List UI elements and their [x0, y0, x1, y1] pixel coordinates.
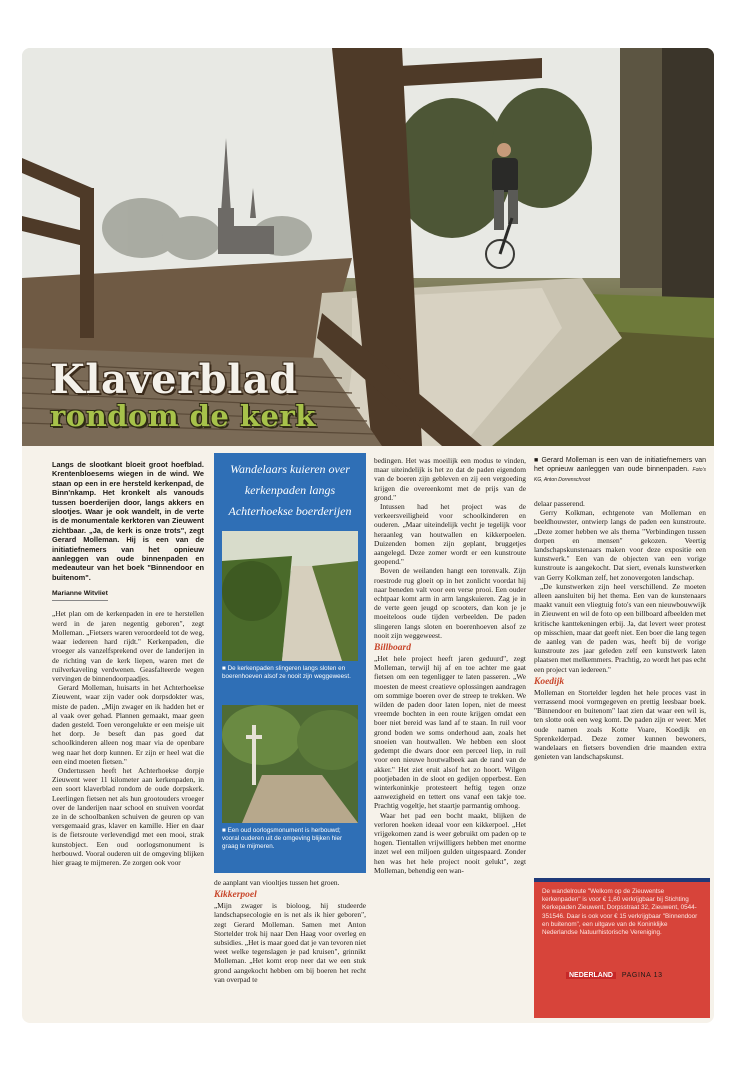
column-1 — [52, 460, 204, 867]
intro-paragraph: Langs de slootkant bloeit groot hoefblad. Krentenbloesems wiegen in de wind. We staan op een in ere hersteld kerkenpad, de Binn'nkamp. Het kronkelt als vanouds tussen boerderijen door, langs akkers en slootjes. Waar je ook wandelt, in de verte is de monumentale kerktoren van Zieuwent zichtbaar. „Ja, de kerk is onze trots", zegt Gerard Molleman. Hij is een van de initiatiefnemers van het opnieuw aanleggen van oude binnenpaden en medeauteur van het boek "Binnendoor en buitenom". — [52, 460, 204, 582]
photo-sidebar — [214, 453, 366, 873]
sidebar-caption-2: ■ Een oud oorlogsmonument is herbouwd; vooral ouderen uit de omgeving blijken hier graag te mijmeren. — [222, 827, 343, 850]
paragraph: „De kunstwerken zijn heel verschillend. Ze moeten alleen aansluiten bij het thema. Een van de kunstenaars maakt vanuit een vliegtuig foto's van een nieuwbouwwijk in Zieuwent en wil de foto op een billboard afbeelden met kritische kanttekeningen erbij. Ja, dat levert weer protest op misschien, maar dat geeft niet. Een boer die lang tegen de aanleg van de paden was, heeft bij de vorige kunstroute zes jaar geleden zelf een kunstwerk laten plaatsen met melkemmers. Prachtig, zo wordt het pas echt een project van iedereen." — [534, 581, 706, 674]
column-4 — [534, 456, 706, 761]
paragraph: Intussen had het project was de verkeersveiligheid voor schoolkinderen en ouderen. „Maar uiteindelijk vecht je tegelijk voor heraanleg van houtwallen en kikkerpoelen. Duizenden bomen zijn geplant, bruggetjes aangelegd. Deze zomer wordt er een kunstroute geopend." — [374, 502, 526, 567]
paragraph: bedingen. Het was moeilijk een modus te vinden, maar uiteindelijk is het zo dat de paden eigendom van de boeren zijn gebleven en zij een vergoeding krijgen die overeenkomt met de prijs van de grond." — [374, 456, 526, 502]
column-2 — [214, 878, 366, 984]
title-line-2: rondom de kerk — [50, 399, 316, 433]
photo-credit: Foto's KG, Anton Dorrenschroot — [534, 467, 706, 483]
bullet-icon: ■ — [534, 457, 542, 464]
hero-photo — [22, 48, 714, 446]
paragraph: „Het plan om de kerkenpaden in ere te herstellen werd in de jaren negentig geboren", zegt Molleman. „Fietsers waren veroordeeld tot de weg, waar iedereen hard rijdt." Kerkenpaden, die vroeger als vanzelfsprekend over de landerijen in de richting van de kerk liepen, waren met de ruilverkaveling verdwenen. Geasfalteerde wegen vervingen de binnendoorpaadjes. — [52, 609, 204, 683]
bullet-icon: ■ — [222, 665, 228, 672]
paragraph: de aanplant van viooltjes tussen het groen. — [214, 878, 340, 887]
bullet-icon: ■ — [222, 827, 228, 834]
nederland-logo: NEDERLAND — [566, 972, 616, 979]
paragraph: Gerry Kolkman, echtgenote van Molleman en beeldhouwster, ontwierp langs de paden een kunstroute. „Deze zomer hebben we als thema "Verbindingen tussen dorpen en mensen" gekozen. Veertig landschapskunstenaars maken voor deze expositie een kunstwerk." Een van de objecten van een vorige kunstroute is aangekocht. Dat siert, evenals kunstwerken van Gerry Kolkman zelf, het zonovergoten landschap. — [534, 508, 706, 582]
byline: Marianne Witvliet — [52, 589, 108, 601]
title-line-1: Klaverblad — [50, 356, 298, 403]
paragraph: Boven de weilanden hangt een torenvalk. Zijn roestrode rug gloeit op in het zonlicht voordat hij naar beneden valt voor een verse prooi. Een ouder echtpaar komt arm in arm langskuieren. Zag je in de verte geen jeugd op scooters, dan kon je je moeiteloos oude tijden verbeelden. De paden slingeren langs sloten en boerenhoeven alsof ze nooit zijn weggeweest. — [374, 566, 526, 640]
paragraph: Waar het pad een bocht maakt, blijken de verloren hoeken ideaal voor een kikkerpoel. „Het vrijgekomen zand is weer gebruikt om paden op te hogen. Tientallen vrijwilligers hebben met enorme inzet wel een miljoen gulden uitgespaard. Zonder hen was het hele project nooit gelukt", zegt Molleman, behendig een wan- — [374, 810, 526, 875]
hero-title — [50, 356, 316, 433]
paragraph: Ondertussen heeft het Achterhoekse dorpje Zieuwent weer 11 kilometer aan kerkenpaden, in een soort klaverblad rondom de oude dorpskerk. Leerlingen fietsen net als hun grootouders vroeger over de landerijen naar school en snuiven voordat ze in de schoolbanken schuiven de geuren op van versgemaaid gras, klaver en kamille. Hier en daar is de fietsroute verlevendigd met een mooi, strak kunstobject. Een oud oorlogsmonument is herbouwd. Vooral ouderen uit de omgeving blijken hier graag te mijmeren. Ze zorgen ook voor — [52, 765, 204, 867]
subheading-billboard: Billboard — [374, 643, 411, 654]
info-box-text: De wandelroute "Welkom op de Zieuwentse kerkenpaden" is voor € 1,60 verkrijgbaar bij Stichting Kerkepaden Zieuwent, Dorpsstraat 32, Zieuwent, 0544-351546. Daar is ook voor € 15 verkrijgbaar "Binnendoor en buitenom", een uitgave van de Koninklijke Nederlandse Natuurhistorische Vereniging. — [542, 888, 698, 937]
paragraph: „Mijn zwager is bioloog, hij studeerde landschapsecologie en is net als ik hier geboren", zegt Gerard Molleman. Samen met Anton Stortelder trok hij naar Den Haag voor overleg en subsidies. „Het is maar goed dat je van tevoren niet weet welke tegenslagen je pad kruisen", grinnikt Molleman. „Het komt erop neer dat we een stuk grond aangekocht hebben om bij boeren het recht van overpad te — [214, 901, 366, 984]
column-3 — [374, 456, 526, 875]
info-box — [534, 878, 710, 1018]
subheading-koedijk: Koedijk — [534, 676, 565, 687]
sidebar-photo-path — [222, 531, 358, 661]
paragraph: „Het hele project heeft jaren geduurd", zegt Molleman, terwijl hij af en toe achter me gaat fietsen om een tegenligger te laten passeren. „We moesten de meest creatieve oplossingen aandragen om sommige boeren over de streep te trekken. We wilden de paden door laten lopen, niet de meest vreemde bochten in een route krijgen omdat een boer niet bereid was land af te staan. In ruil voor grond boden we soms onderhoud aan, zoals het snoeien van houtwallen. We hebben een sloot gedempt die dwars door een perceel liep, in ruil voor een nieuwe houtwalbeek aan de rand van de akker." Het ziet eruit alsof het zo hoort. Wilgen pootjebaden in de sloot en gedijen opperbest. Een winterkoninkje protesteert heftig tegen onze aanwezigheid en tettert ons vanaf een takje toe. Prachtig vogeltje, het staartje parmantig omhoog. — [374, 654, 526, 811]
paragraph: Gerard Molleman, huisarts in het Achterhoekse Zieuwent, waar zijn vader ook dorpsdokter was, miste de paden. „Mijn zwager en ik hadden het er al vaak over gehad. Plannen gemaakt, maar geen daden gesteld. Toen verongelukte er een meisje uit het dorp. Je beseft dan pas goed dat schoolkinderen alleen nog maar via de openbare weg naar het dorp kunnen. Er zijn er heel wat die een eind moeten fietsen." — [52, 683, 204, 766]
sidebar-caption-1: ■ De kerkenpaden slingeren langs sloten en boerenhoeven alsof ze nooit zijn weggeweest. — [222, 665, 351, 680]
photo-caption: ■ Gerard Molleman is een van de initiatiefnemers van het opnieuw aanleggen van oude binnenpaden. Foto's KG, Anton Dorrenschroot — [534, 457, 706, 483]
magazine-page — [22, 48, 714, 1023]
page-number: PAGINA 13 — [621, 972, 663, 979]
sidebar-heading: Wandelaars kuieren over kerkenpaden langs Achterhoekse boerderijen — [228, 462, 352, 518]
page-footer — [566, 972, 663, 979]
paragraph: delaar passerend. — [534, 499, 585, 508]
sidebar-photo-monument — [222, 705, 358, 823]
subheading-kikkerpoel: Kikkerpoel — [214, 890, 257, 901]
paragraph: Molleman en Stortelder legden het hele proces vast in verrassend mooi vormgegeven en prettig leesbaar boek. "Binnendoor en buitenom" laat zien dat waar een wil is, ten slotte ook een weg komt. De paden zijn er weer. Met oude namen zoals Kotte Voare, Koedijk en Sprenkelderpad. Deze zomer kunnen bewoners, wandelaars en fietsers bovendien drie maanden extra genieten van landschapskunst. — [534, 687, 706, 762]
